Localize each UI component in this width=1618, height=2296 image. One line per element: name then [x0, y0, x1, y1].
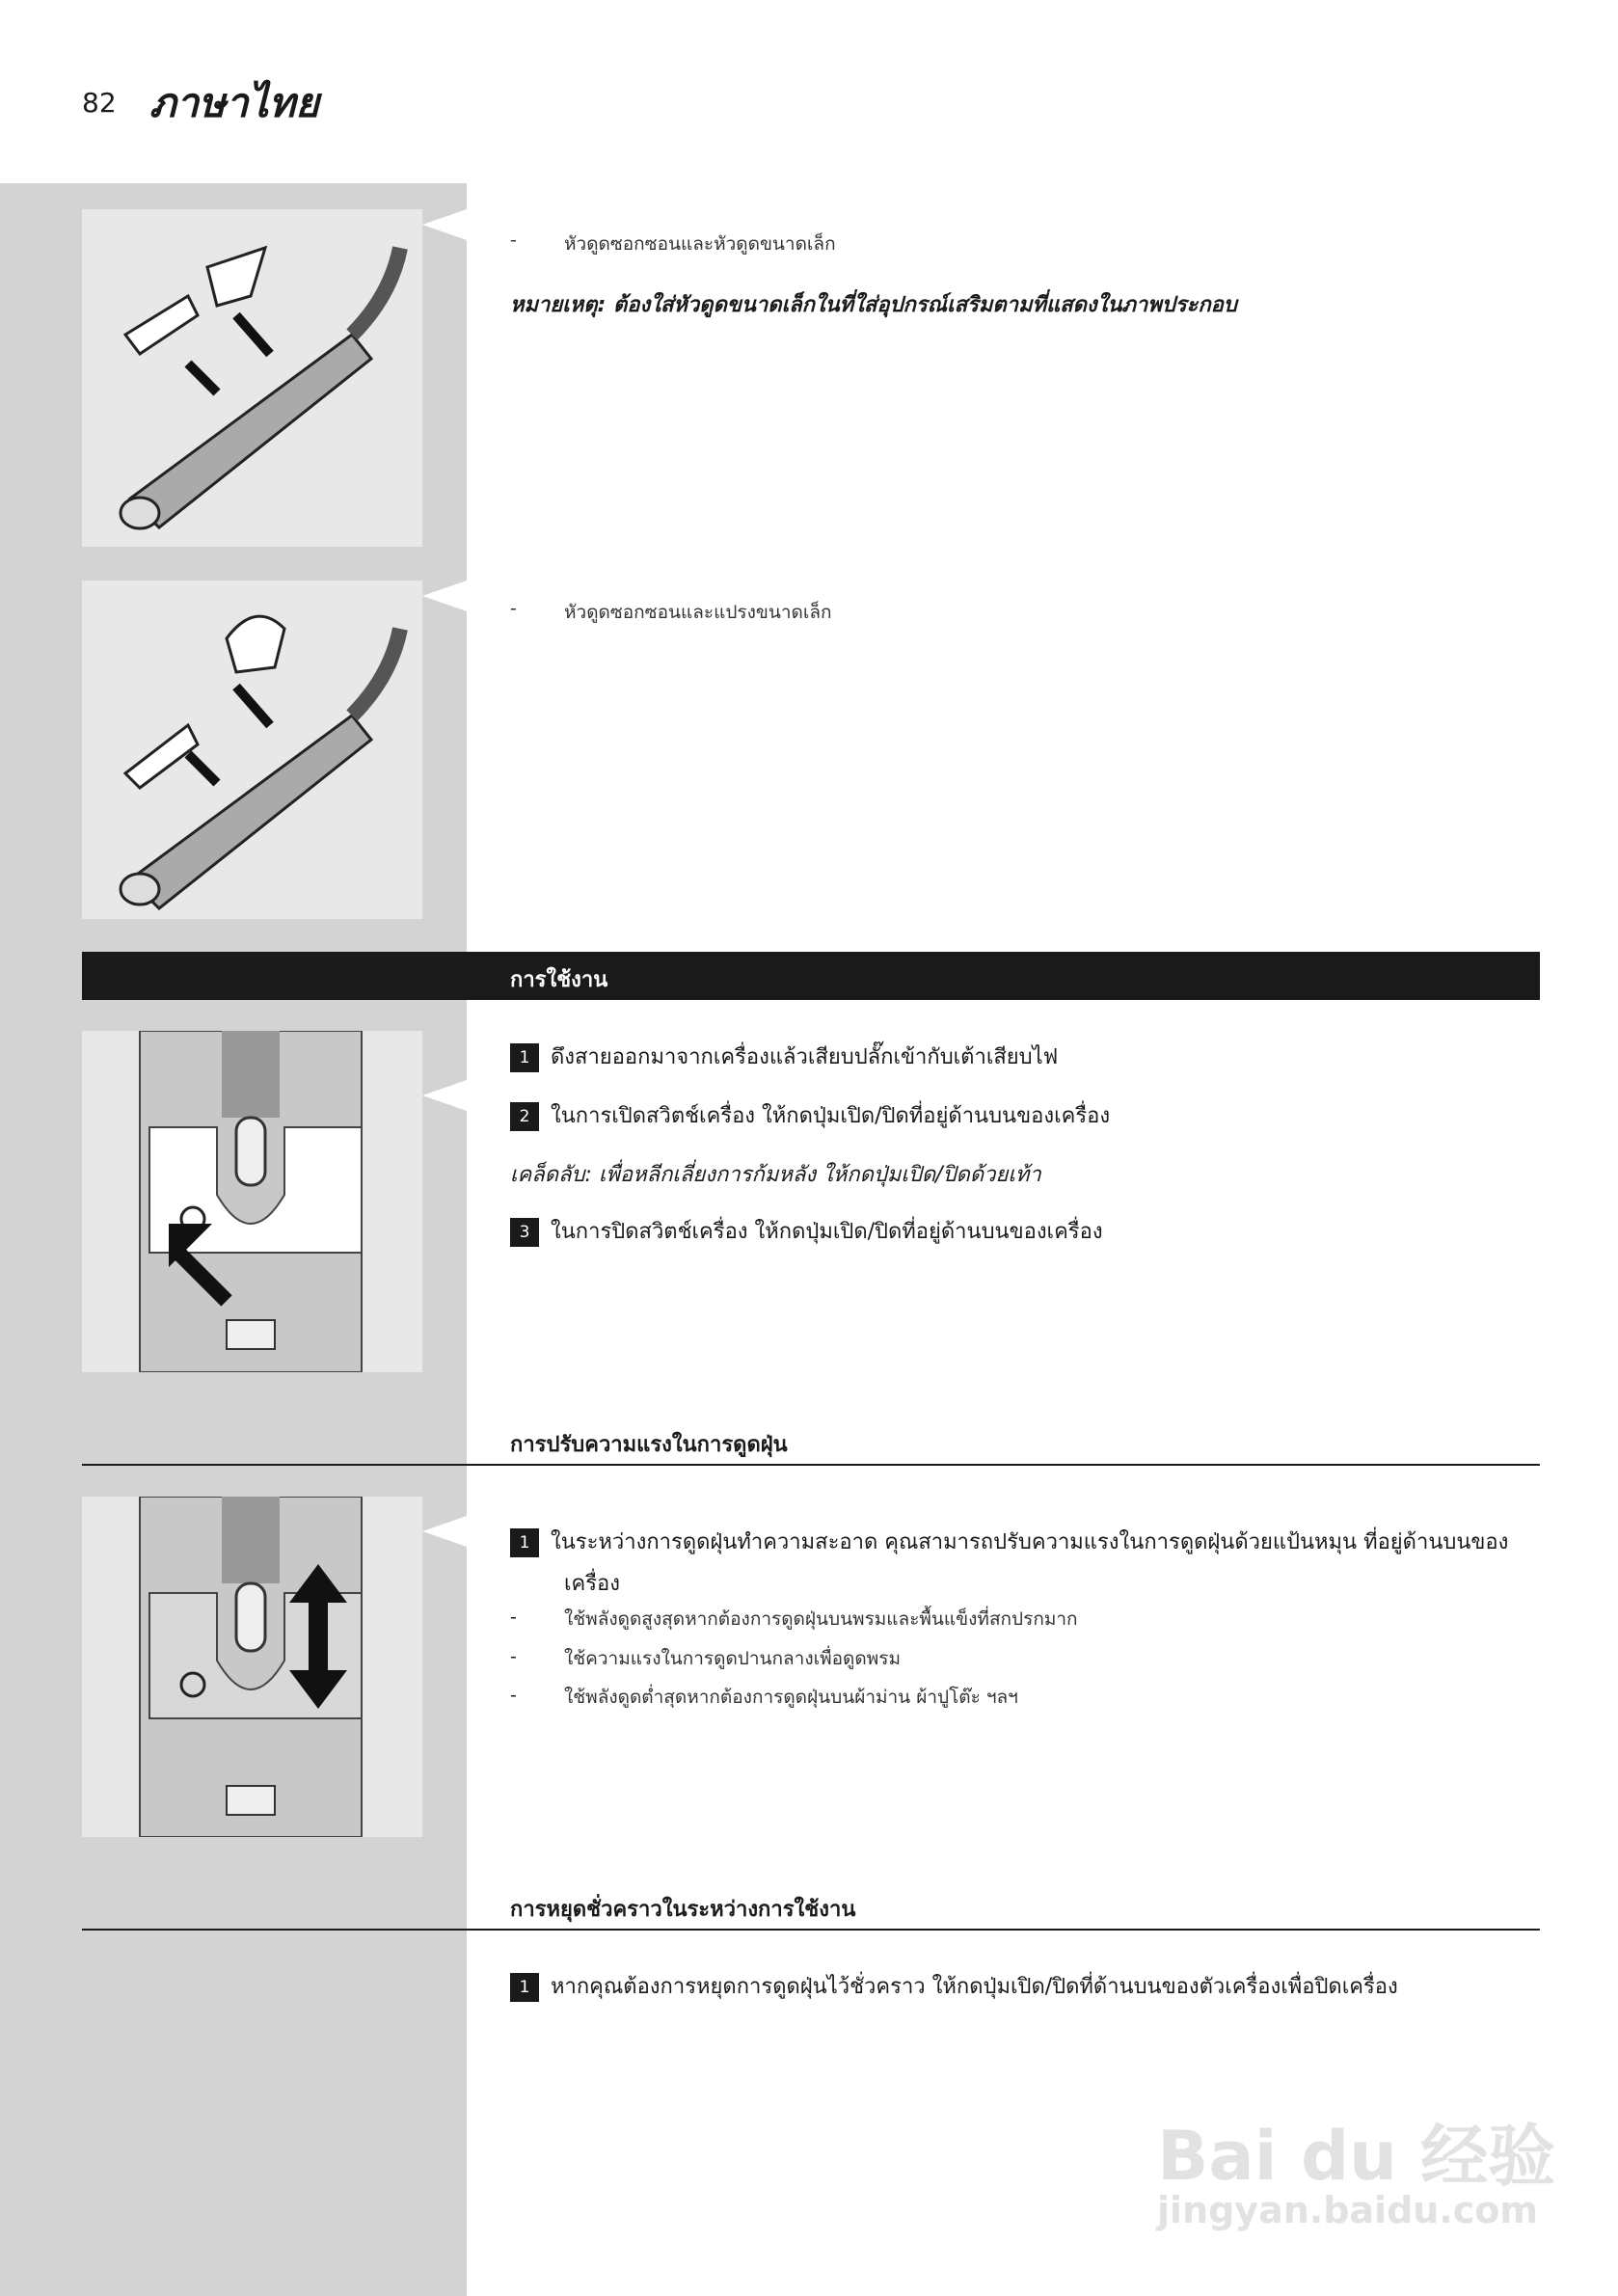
usage-step-3 [510, 1214, 1103, 1248]
suction-dial-illustration [82, 1497, 422, 1837]
power-button-illustration [82, 1031, 422, 1372]
section-bar [82, 952, 1540, 1000]
accessory-item-2: หัวดูดซอกซอนและแปรงขนาดเล็ก [564, 602, 832, 623]
bullet-dash: - [510, 1646, 517, 1667]
step-number: 1 [510, 1043, 539, 1072]
step-text: ในระหว่างการดูดฝุ่นทำความสะอาด คุณสามารถปรับความแรงในการดูดฝุ่นด้วยแป้นหมุน ที่อยู่ด้านบนของ [551, 1530, 1509, 1554]
usage-step-2 [510, 1098, 1110, 1132]
section-rule [82, 1929, 1540, 1931]
note-text: หมายเหตุ: ต้องใส่หัวดูดขนาดเล็กในที่ใส่อุปกรณ์เสริมตามที่แสดงในภาพประกอบ [510, 293, 1237, 317]
watermark-logo: Bai du 经验 [1157, 2117, 1556, 2196]
bullet-dash: - [510, 230, 517, 251]
pause-title: การหยุดชั่วคราวในระหว่างการใช้งาน [510, 1898, 856, 1922]
step-number: 1 [510, 1973, 539, 2002]
pause-step-1 [510, 1969, 1398, 2003]
page-number: 82 [82, 87, 117, 119]
bullet-dash: - [510, 1607, 517, 1628]
section-rule [82, 1464, 1540, 1466]
language-title: ภาษาไทย [149, 79, 319, 126]
step-text-continued: เครื่อง [564, 1572, 621, 1596]
bullet-dash: - [510, 598, 517, 619]
suction-bullet: ใช้ความแรงในการดูดปานกลางเพื่อดูดพรม [564, 1648, 901, 1669]
step-text: ในการปิดสวิตช์เครื่อง ให้กดปุ่มเปิด/ปิดที่อยู่ด้านบนของเครื่อง [551, 1220, 1103, 1244]
usage-title: การใช้งาน [510, 968, 608, 992]
suction-bullet: ใช้พลังดูดสูงสุดหากต้องการดูดฝุ่นบนพรมและพื้นแข็งที่สกปรกมาก [564, 1608, 1078, 1630]
step-number: 1 [510, 1528, 539, 1557]
crevice-brush-illustration [82, 581, 422, 919]
usage-step-1 [510, 1040, 1058, 1073]
step-text: หากคุณต้องการหยุดการดูดฝุ่นไว้ชั่วคราว ให้กดปุ่มเปิด/ปิดที่ด้านบนของตัวเครื่องเพื่อปิดเครื่อง [551, 1975, 1398, 1999]
step-text: ในการเปิดสวิตช์เครื่อง ให้กดปุ่มเปิด/ปิดที่อยู่ด้านบนของเครื่อง [551, 1104, 1111, 1128]
tip-text: เคล็ดลับ: เพื่อหลีกเลี่ยงการก้มหลัง ให้กดปุ่มเปิด/ปิดด้วยเท้า [510, 1163, 1041, 1187]
callout-notch [422, 1516, 467, 1547]
suction-title: การปรับความแรงในการดูดฝุ่น [510, 1433, 788, 1457]
crevice-small-nozzle-illustration [82, 209, 422, 547]
callout-notch [422, 209, 467, 240]
callout-notch [422, 581, 467, 611]
suction-step-1 [510, 1525, 1508, 1558]
watermark-url: jingyan.baidu.com [1157, 2189, 1538, 2231]
accessory-item-1: หัวดูดซอกซอนและหัวดูดขนาดเล็ก [564, 233, 836, 255]
step-number: 3 [510, 1218, 539, 1247]
callout-notch [422, 1080, 467, 1111]
step-number: 2 [510, 1102, 539, 1131]
step-text: ดึงสายออกมาจากเครื่องแล้วเสียบปลั๊กเข้ากับเต้าเสียบไฟ [551, 1045, 1059, 1069]
suction-bullet: ใช้พลังดูดต่ำสุดหากต้องการดูดฝุ่นบนผ้าม่าน ผ้าปูโต๊ะ ฯลฯ [564, 1687, 1018, 1708]
bullet-dash: - [510, 1685, 517, 1706]
